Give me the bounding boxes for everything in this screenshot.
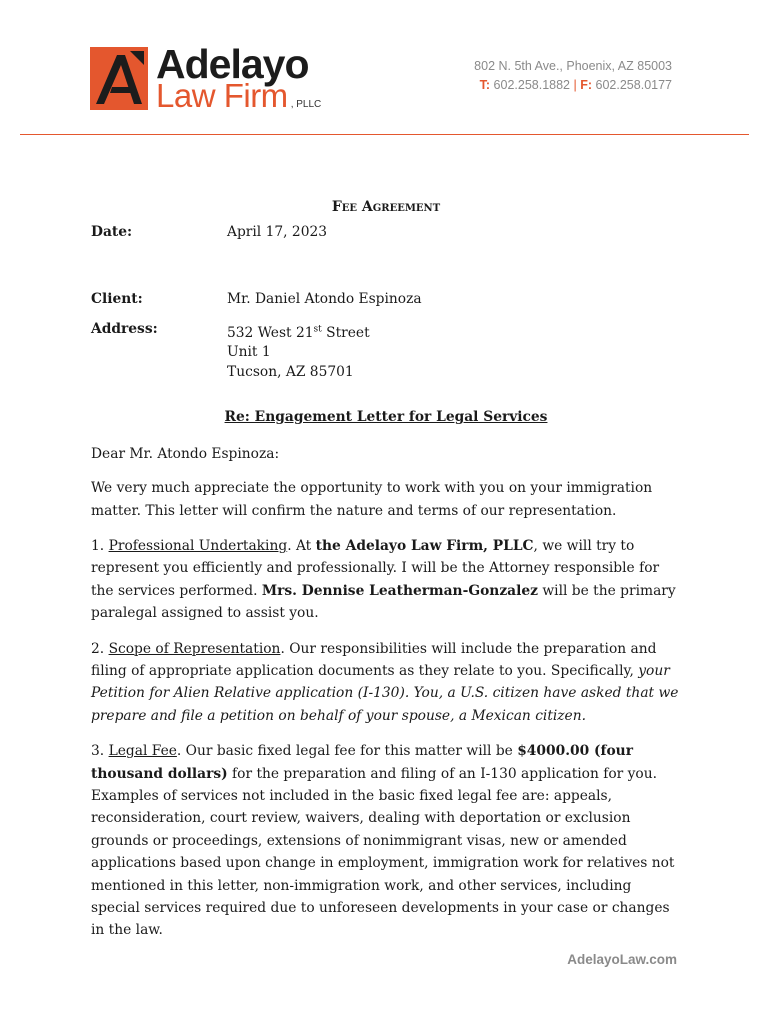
phone-label: T: xyxy=(479,78,491,92)
section-1-heading: Professional Undertaking xyxy=(108,537,288,554)
section-1-firm-name: the Adelayo Law Firm, PLLC xyxy=(315,537,534,554)
address-value xyxy=(227,320,681,382)
phone-fax-line xyxy=(474,76,672,95)
section-1-text-c: will be the primary paralegal assigned to assist you. xyxy=(91,582,676,622)
address-street-name: Street xyxy=(321,324,370,341)
section-1-number: 1. xyxy=(91,537,109,554)
logo-name: Adelayo xyxy=(156,41,309,87)
section-3-text-b: for the preparation and filing of an I-130 application for you. Examples of services not included in the basic fixed legal fee are: appeals, reconsideration, court review, waivers, dealing with deportation or exclusion grounds or proceedings, extensions of nonimmigrant visas, new or amended applications based upon change in employment, immigration work for relatives not mentioned in this letter, non-immigration work, and other services, including special services required due to unforeseen developments in your case or changes in the law. xyxy=(91,765,675,939)
letter-body xyxy=(91,196,681,942)
section-1-paragraph xyxy=(91,535,681,625)
section-3-fee-amount: $4000.00 (four thousand dollars) xyxy=(91,743,633,782)
client-field xyxy=(91,288,681,310)
logo-suffix: , PLLC xyxy=(290,99,322,110)
firm-logo xyxy=(90,41,330,117)
re-line: Re: Engagement Letter for Legal Services xyxy=(224,409,548,426)
section-3-heading: Legal Fee xyxy=(108,743,177,760)
salutation: Dear Mr. Atondo Espinoza: xyxy=(91,445,280,462)
phone-number: 602.258.1882 xyxy=(493,78,571,92)
section-3-paragraph xyxy=(91,740,681,942)
section-2-number: 2. xyxy=(91,640,109,657)
address-ordinal: st xyxy=(313,324,322,335)
date-label: Date: xyxy=(91,224,133,241)
date-field xyxy=(91,221,681,243)
document-title: Fee Agreement xyxy=(331,199,441,215)
logo-subtitle xyxy=(156,77,321,115)
firm-address: 802 N. 5th Ave., Phoenix, AZ 85003 xyxy=(474,59,672,73)
footer-website: AdelayoLaw.com xyxy=(567,952,677,967)
client-label: Client: xyxy=(91,290,143,307)
section-1-paralegal-name: Mrs. Dennise Leatherman-Gonzalez xyxy=(261,582,538,599)
address-line-2: Unit 1 xyxy=(227,344,271,361)
section-2-text-a: . Our responsibilities will include the preparation and filing of appropriate application documents as they relate to you. Specifically, xyxy=(91,640,657,679)
address-line-1 xyxy=(227,325,370,341)
date-value: April 17, 2023 xyxy=(227,224,328,241)
section-1-text-a: . At xyxy=(287,537,316,554)
address-label: Address: xyxy=(91,321,158,338)
section-3-text-a: . Our basic fixed legal fee for this matter will be xyxy=(176,743,518,760)
logo-mark-icon xyxy=(90,47,148,110)
logo-subtitle-text: Law Firm xyxy=(156,77,288,114)
address-field xyxy=(91,320,681,382)
contact-separator: | xyxy=(573,78,577,92)
fax-label: F: xyxy=(580,78,593,92)
section-2-heading: Scope of Representation xyxy=(108,640,281,657)
client-value: Mr. Daniel Atondo Espinoza xyxy=(227,290,422,307)
address-line-3: Tucson, AZ 85701 xyxy=(227,363,354,380)
intro-paragraph: We very much appreciate the opportunity to work with you on your immigration matter. This letter will confirm the nature and terms of our representation. xyxy=(91,480,653,519)
section-2-paragraph xyxy=(91,638,681,728)
contact-block xyxy=(474,57,672,95)
section-3-number: 3. xyxy=(91,743,109,760)
section-2-italic-text: your Petition for Alien Relative application (I-130). You, a U.S. citizen have asked that we prepare and file a petition on behalf of your spouse, a Mexican citizen. xyxy=(91,662,679,724)
fax-number: 602.258.0177 xyxy=(595,78,672,92)
section-1-text-b: , we will try to represent you efficiently and professionally. I will be the Attorney responsible for the services performed. xyxy=(91,537,660,599)
header-divider xyxy=(20,134,749,135)
address-street-number: 532 West 21 xyxy=(227,324,314,341)
